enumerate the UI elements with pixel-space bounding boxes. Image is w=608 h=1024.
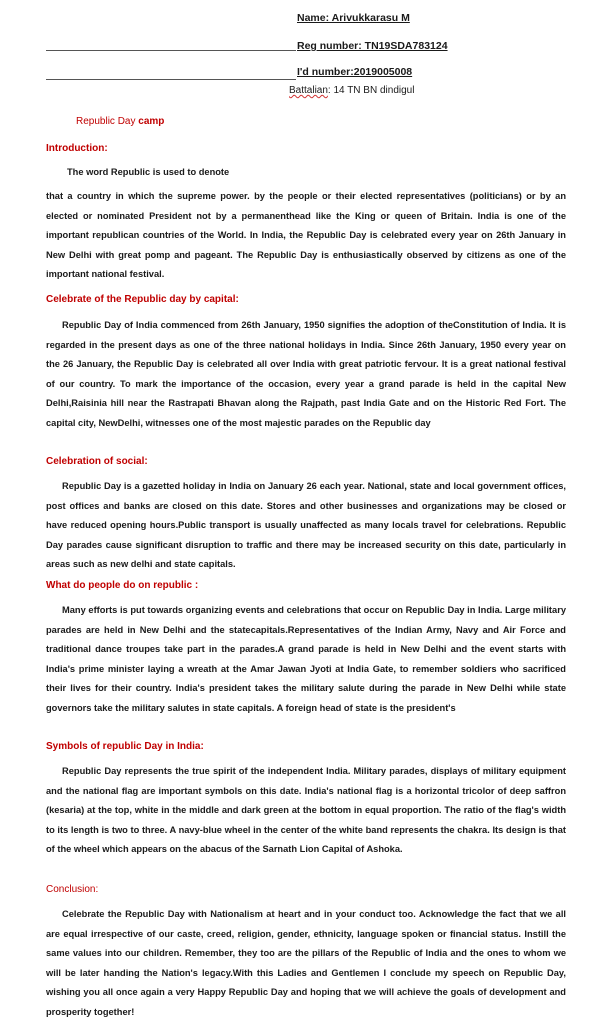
intro-paragraph: that a country in which the supreme power. by the people or their elected representatives (politicians) or by an elected or nominated President not by a permanenthead like the King or queen of Britain. India is one of the important republican countries of the World. In India, the Republic Day is celebrated every year on 26th January in New Delhi with great pomp and pageant. The Republic Day is enthusiastically observed by citizens as one of the important national festival. xyxy=(46,191,566,280)
social-text: Republic Day is a gazetted holiday in India on January 26 each year. National, state and local government offices, post offices and banks are closed on this date. Stores and other businesses and organizations may be closed or have reduced opening hours.Public transport is usually unaffected as many locals travel for celebrations. Republic Day parades cause significant disruption to traffic and there may be increased security on this date, particularly in areas such as new delhi and state capitals. xyxy=(46,481,566,570)
title-bold: camp xyxy=(138,116,165,127)
conclusion-heading: Conclusion: xyxy=(46,884,99,895)
conclusion-paragraph xyxy=(46,905,566,1023)
document-title xyxy=(76,116,164,127)
battalion-label: Battalian xyxy=(289,85,328,96)
symbols-text: Republic Day represents the true spirit of the independent India. Military parades, displays of military equipment and the national flag are important symbols on this date. India's national flag is a horizontal tricolor of deep saffron (kesaria) at the top, white in the middle and dark green at the bottom in equal proportion. The ratio of the flag's width to its length is two to three. A navy-blue wheel in the center of the white band represents the chakra. Its design is that of the wheel which appears on the abacus of the Sarnath Lion Capital of Ashoka. xyxy=(46,766,566,855)
capital-paragraph xyxy=(46,316,566,434)
people-heading: What do people do on republic : xyxy=(46,580,199,591)
intro-heading: Introduction: xyxy=(46,143,108,154)
people-paragraph xyxy=(46,601,566,719)
social-heading: Celebration of social: xyxy=(46,456,148,467)
battalion xyxy=(289,85,414,96)
symbols-paragraph xyxy=(46,762,566,860)
people-text: Many efforts is put towards organizing events and celebrations that occur on Republic Day in India. Large military parades are held in New Delhi and the statecapitals.Representatives of the Indian Army, Navy and Air Force and traditional dance troupes take part in the parades.A grand parade is held in New Delhi and the event starts with India's prime minister laying a wreath at the Amar Jawan Jyoti at India Gate, to remember soldiers who sacrificed their lives for their country. India's president takes the military salute during the parade in New Delhi while state governors take the military salutes in state capitals. A foreign head of state is the president's xyxy=(46,605,566,713)
student-name: Name: Arivukkarasu M xyxy=(297,12,410,24)
reg-number: Reg number: TN19SDA783124 xyxy=(297,40,448,52)
capital-heading: Celebrate of the Republic day by capital: xyxy=(46,294,239,305)
signature-line xyxy=(46,50,296,51)
capital-text: Republic Day of India commenced from 26th January, 1950 signifies the adoption of theConstitution of India. It is regarded in the present days as one of the three national holidays in India. Since 26th January, 1950 every year on the 26 January, the Republic Day is celebrated all over India with great patriotic fervour. It is a great national festival of our country. To mark the importance of the occasion, every year a grand parade is held in the capital New Delhi,Raisinia hill near the Rastrapati Bhavan along the Rajpath, past India Gate and on the Historic Red Fort. The capital city, NewDelhi, witnesses one of the most majestic parades on the Republic day xyxy=(46,320,566,428)
title-text: Republic Day xyxy=(76,116,139,127)
social-paragraph xyxy=(46,477,566,575)
symbols-heading: Symbols of republic Day in India: xyxy=(46,741,204,752)
conclusion-text: Celebrate the Republic Day with Nationalism at heart and in your conduct too. Acknowledge the fact that we all are equal irrespective of our caste, creed, religion, gender, ethnicity, language spoken or financial status. Instill the same values into our children. Remember, they too are the pillars of the Republic of India and the ones to whom we will be later handing the Nation's legacy.With this Ladies and Gentlemen I conclude my speech on Republic Day, wishing you all once again a very Happy Republic Day and hoping that we will achieve the goals of development and prosperity together! xyxy=(46,909,566,1017)
battalion-value: : 14 TN BN dindigul xyxy=(327,85,415,96)
signature-line xyxy=(46,79,296,80)
id-number: I'd number:2019005008 xyxy=(297,66,413,78)
intro-first-line: The word Republic is used to denote xyxy=(67,167,230,177)
